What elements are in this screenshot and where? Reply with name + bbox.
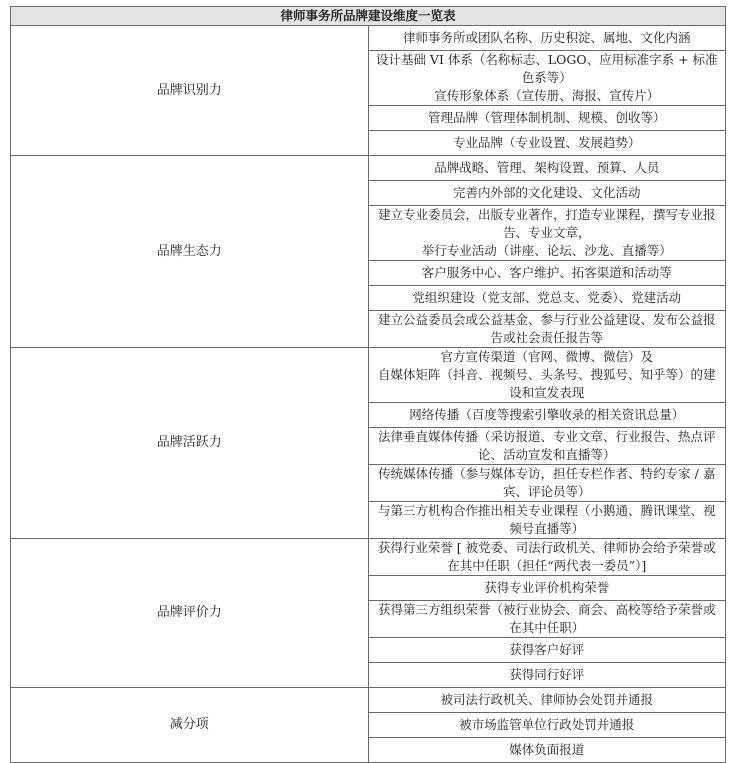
dimension-item-cell: [368, 206, 726, 261]
dimension-item-text: 自媒体矩阵（抖音、视频号、头条号、搜狐号、知乎等）的建设和宣发表现: [377, 367, 716, 400]
dimension-item-cell: [368, 539, 726, 576]
dimension-item-text: 获得行业荣誉 [ 被党委、司法行政机关、律师协会给予荣誉或在其中任职（担任“两代表一委员”）]: [377, 540, 716, 573]
dimension-item-cell: [368, 465, 726, 502]
dimension-item-text: 举行专业活动（讲座、论坛、沙龙、直播等）: [421, 243, 672, 258]
dimension-item-text: 获得第三方组织荣誉（被行业协会、商会、高校等给予荣誉或在其中任职）: [377, 602, 716, 635]
category-cell: 品牌活跃力: [11, 348, 369, 539]
table-row: [11, 348, 726, 403]
dimension-item-text: 官方宣传渠道（官网、微博、微信）及: [440, 349, 653, 364]
dimension-item-cell: [368, 738, 726, 763]
brand-dimension-table: [10, 6, 726, 763]
category-cell: 减分项: [11, 688, 369, 763]
dimension-item-text: 网络传播（百度等搜索引擎收录的相关资讯总量）: [409, 407, 685, 422]
dimension-item-cell: [368, 261, 726, 286]
dimension-item-text: 建立专业委员会，出版专业著作，打造专业课程，撰写专业报告、专业文章，: [377, 207, 716, 240]
dimension-item-text: 被市场监管单位行政处罚并通报: [459, 717, 635, 732]
dimension-item-cell: [368, 638, 726, 663]
dimension-item-cell: [368, 663, 726, 688]
dimension-item-text: 获得同行好评: [509, 667, 585, 682]
dimension-item-text: 宣传形象体系（宣传册、海报、宣传片）: [434, 88, 660, 103]
dimension-item-cell: [368, 576, 726, 601]
dimension-item-text: 媒体负面报道: [509, 742, 585, 757]
dimension-item-text: 法律垂直媒体传播（采访报道、专业文章、行业报告、热点评论、活动宣发和直播等）: [377, 429, 716, 462]
dimension-item-cell: [368, 502, 726, 539]
category-cell: 品牌生态力: [11, 156, 369, 348]
dimension-item-cell: [368, 688, 726, 713]
table-row: [11, 26, 726, 51]
dimension-item-cell: [368, 403, 726, 428]
table-row: [11, 539, 726, 576]
dimension-item-cell: [368, 286, 726, 311]
dimension-item-cell: [368, 51, 726, 106]
dimension-item-text: 传统媒体传播（参与媒体专访，担任专栏作者、特约专家 / 嘉宾、评论员等）: [378, 466, 716, 499]
dimension-item-cell: [368, 311, 726, 348]
table-body: [11, 26, 726, 763]
dimension-item-text: 与第三方机构合作推出相关专业课程（小鹅通、腾讯课堂、视频号直播等）: [377, 503, 716, 536]
category-cell: 品牌评价力: [11, 539, 369, 688]
dimension-item-cell: [368, 181, 726, 206]
table-title-row: [11, 7, 726, 26]
dimension-item-text: 建立公益委员会或公益基金、参与行业公益建设、发布公益报告或社会责任报告等: [377, 312, 716, 345]
dimension-item-cell: [368, 428, 726, 465]
dimension-item-cell: [368, 106, 726, 131]
dimension-item-text: 客户服务中心、客户维护、拓客渠道和活动等: [421, 265, 672, 280]
dimension-table-container: [10, 6, 726, 763]
table-row: [11, 156, 726, 181]
dimension-item-cell: [368, 156, 726, 181]
dimension-item-text: 完善内外部的文化建设、文化活动: [452, 185, 641, 200]
dimension-item-cell: [368, 348, 726, 403]
dimension-item-text: 获得专业评价机构荣誉: [484, 580, 610, 595]
dimension-item-text: 设计基础 VI 体系（名称标志、LOGO、应用标准字系 + 标准色系等）: [375, 52, 718, 85]
dimension-item-text: 获得客户好评: [509, 642, 585, 657]
dimension-item-text: 管理品牌（管理体制机制、规模、创收等）: [427, 110, 666, 125]
dimension-item-text: 品牌战略、管理、架构设置、预算、人员: [434, 160, 660, 175]
dimension-item-cell: [368, 601, 726, 638]
dimension-item-cell: [368, 26, 726, 51]
dimension-item-text: 被司法行政机关、律师协会处罚并通报: [440, 692, 653, 707]
dimension-item-text: 专业品牌（专业设置、发展趋势）: [452, 135, 641, 150]
dimension-item-text: 党组织建设（党支部、党总支、党委）、党建活动: [412, 290, 682, 305]
table-title: 律师事务所品牌建设维度一览表: [11, 7, 726, 26]
dimension-item-text: 律师事务所或团队名称、历史积淀、属地、文化内涵: [402, 30, 691, 45]
table-row: [11, 688, 726, 713]
dimension-item-cell: [368, 713, 726, 738]
category-cell: 品牌识别力: [11, 26, 369, 156]
dimension-item-cell: [368, 131, 726, 156]
